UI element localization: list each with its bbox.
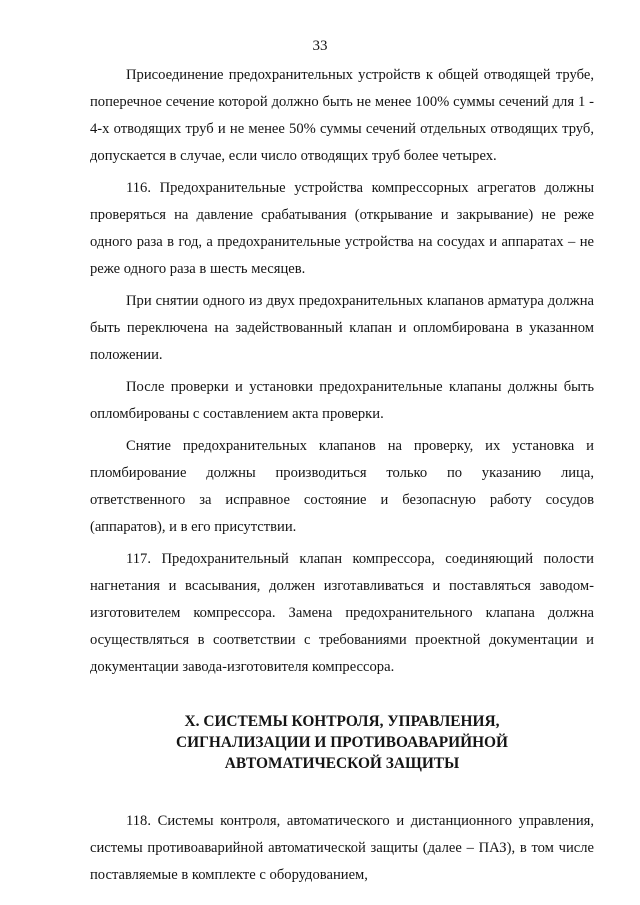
section-heading: [90, 711, 594, 774]
paragraph-117: 117. Предохранительный клапан компрессора, соединяющий полости нагнетания и всасывания, должен изготавливаться и поставляться заводом-изготовителем компрессора. Замена предохранительного клапана должна осуществляться в соответствии с требованиями проектной документации и документации завода-изготовителя компрессора.: [90, 551, 594, 675]
paragraph-valve-sealing: После проверки и установки предохранительные клапаны должны быть опломбированы с составлением акта проверки.: [90, 379, 594, 422]
page-number: 33: [312, 38, 328, 54]
section-heading-line-2: СИГНАЛИЗАЦИИ И ПРОТИВОАВАРИЙНОЙ: [176, 734, 508, 751]
section-heading-line-1: X. СИСТЕМЫ КОНТРОЛЯ, УПРАВЛЕНИЯ,: [184, 713, 500, 730]
paragraph-valve-removal: При снятии одного из двух предохранительных клапанов арматура должна быть переключена на задействованный клапан и опломбирована в указанном положении.: [90, 293, 594, 363]
page-content: [90, 62, 594, 889]
paragraph-118: 118. Системы контроля, автоматического и дистанционного управления, системы противоаварийной автоматической защиты (далее – ПАЗ), в том числе поставляемые в комплекте с оборудованием,: [90, 813, 594, 883]
paragraph-116: 116. Предохранительные устройства компрессорных агрегатов должны проверяться на давление срабатывания (открывание и закрывание) не реже одного раза в год, а предохранительные устройства на сосудах и аппаратах – не реже одного раза в шесть месяцев.: [90, 180, 594, 277]
paragraph-attachment-rules: Присоединение предохранительных устройств к общей отводящей трубе, поперечное сечение которой должно быть не менее 100% суммы сечений для 1 - 4-х отводящих труб и не менее 50% суммы сечений отдельных отводящих труб, допускается в случае, если число отводящих труб более четырех.: [90, 67, 594, 164]
section-heading-line-3: АВТОМАТИЧЕСКОЙ ЗАЩИТЫ: [224, 755, 460, 772]
paragraph-valve-inspection: Снятие предохранительных клапанов на проверку, их установка и пломбирование должны производиться только по указанию лица, ответственного за исправное состояние и безопасную работу сосудов (аппаратов), и в его присутствии.: [90, 438, 594, 535]
